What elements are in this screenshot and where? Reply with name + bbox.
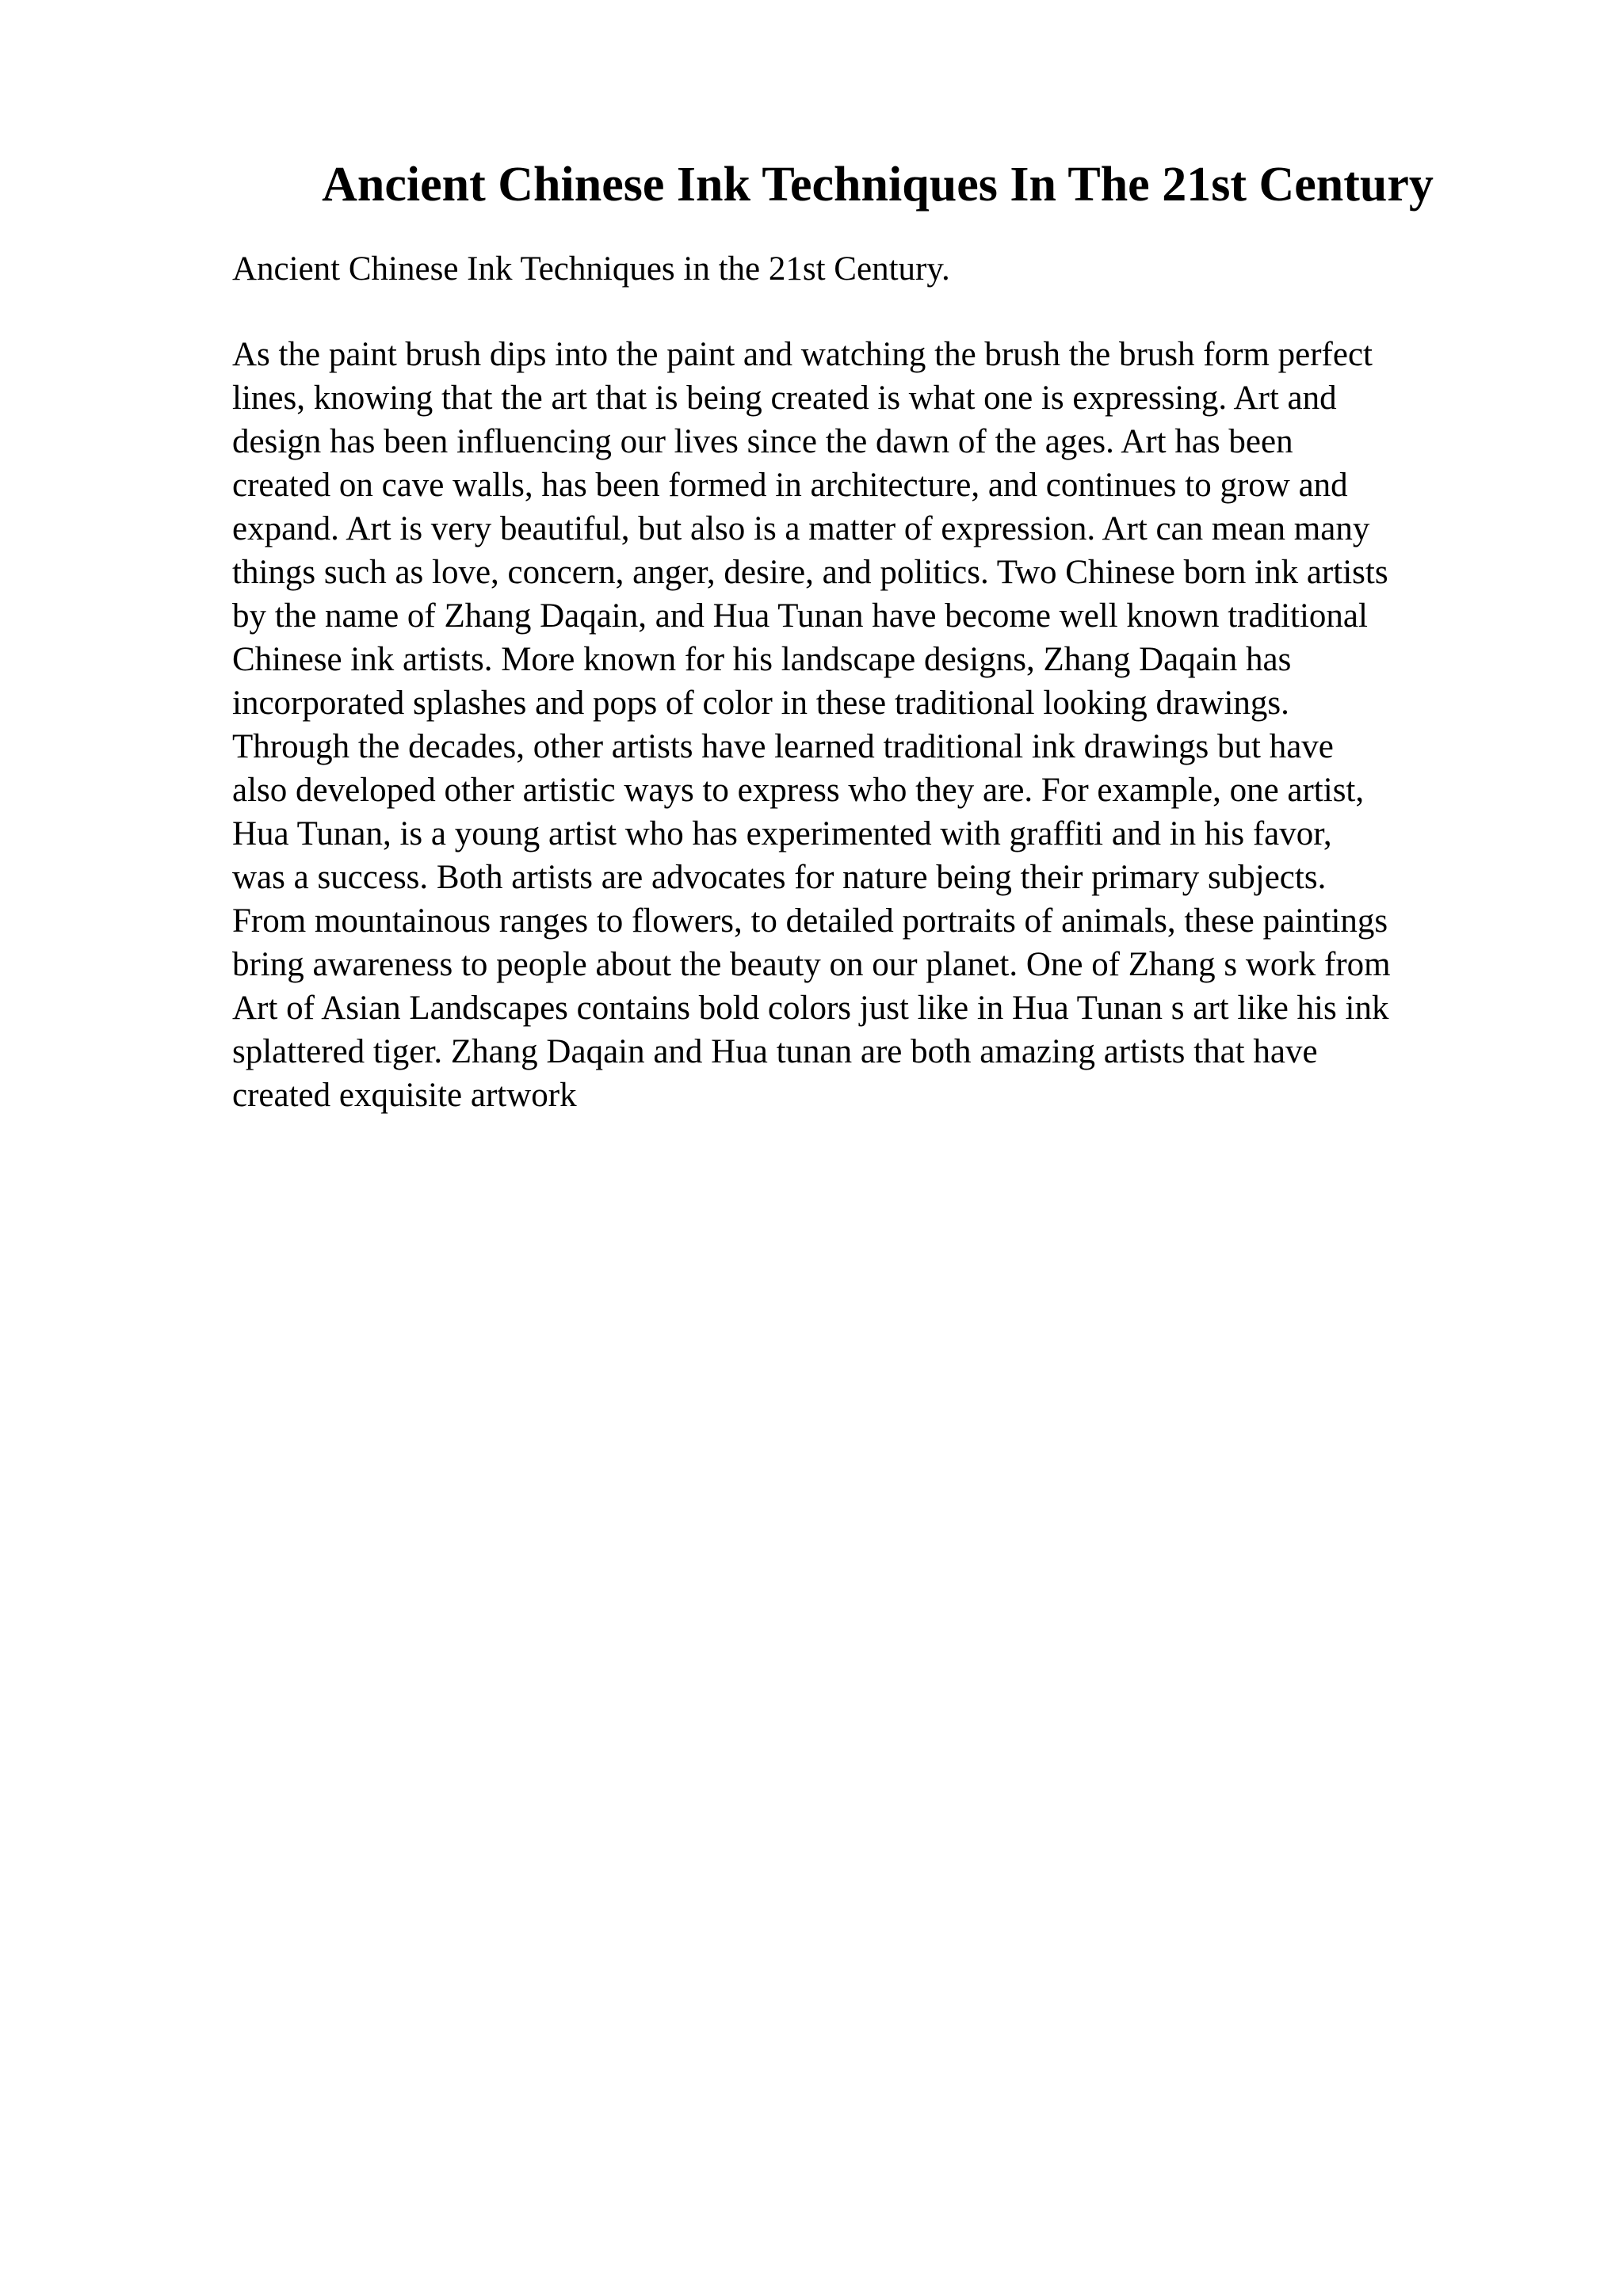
body-line: Chinese ink artists. More known for his landscape designs, Zhang Daqain has: [232, 641, 1292, 678]
body-line: Hua Tunan, is a young artist who has experimented with graffiti and in his favor,: [232, 815, 1332, 852]
body-line: incorporated splashes and pops of color in these traditional looking drawings.: [232, 685, 1289, 722]
body-line: was a success. Both artists are advocates for nature being their primary subjects.: [232, 859, 1327, 896]
body-line: expand. Art is very beautiful, but also is a matter of expression. Art can mean many: [232, 510, 1370, 547]
body-line: splattered tiger. Zhang Daqain and Hua tunan are both amazing artists that have: [232, 1033, 1318, 1070]
body-line: Through the decades, other artists have learned traditional ink drawings but have: [232, 728, 1334, 765]
body-line: lines, knowing that the art that is being created is what one is expressing. Art and: [232, 379, 1337, 417]
body-line: design has been influencing our lives since the dawn of the ages. Art has been: [232, 423, 1293, 460]
body-line: From mountainous ranges to flowers, to detailed portraits of animals, these paintings: [232, 902, 1388, 940]
body-line: created on cave walls, has been formed in architecture, and continues to grow and: [232, 467, 1348, 504]
body-line: bring awareness to people about the beauty on our planet. One of Zhang s work from: [232, 946, 1391, 983]
body-line: things such as love, concern, anger, desire, and politics. Two Chinese born ink artists: [232, 554, 1388, 591]
body-line: created exquisite artwork: [232, 1077, 577, 1114]
body-line: Art of Asian Landscapes contains bold colors just like in Hua Tunan s art like his ink: [232, 990, 1389, 1027]
body-line: by the name of Zhang Daqain, and Hua Tunan have become well known traditional: [232, 597, 1368, 635]
body-line: As the paint brush dips into the paint and watching the brush the brush form perfect: [232, 336, 1373, 373]
document-subtitle: Ancient Chinese Ink Techniques in the 21st Century.: [232, 250, 950, 288]
body-line: also developed other artistic ways to express who they are. For example, one artist,: [232, 772, 1365, 809]
body-paragraph: [232, 333, 1516, 1117]
document-title: Ancient Chinese Ink Techniques In The 21st Century: [322, 158, 1434, 212]
